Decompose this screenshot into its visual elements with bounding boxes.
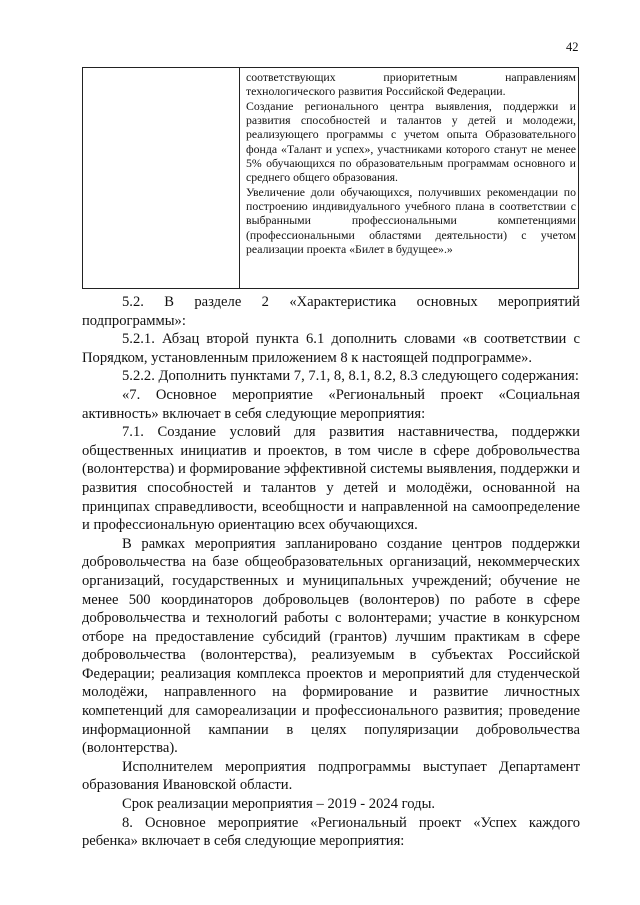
table-cell-paragraph: соответствующих приоритетным направлениям технологического развития Российской Федерации. <box>246 70 576 99</box>
body-paragraph: В рамках мероприятия запланировано создание центров поддержки добровольчества на базе общеобразовательных организаций, некоммерческих организаций, государственных и муниципальных учреждений; обучение не менее 500 координаторов добровольцев (волонтеров) по работе в сфере добровольчества и технологий работы с волонтерами; участие в конкурсном отборе на предоставление субсидий (грантов) лучшим практикам в сфере добровольчества (волонтерства), реализуемым в субъектах Российской Федерации; реализация комплекса проектов и мероприятий для студенческой молодёжи, направленного на формирование и развитие личностных компетенций для самореализации и профессионального развития; проведение информационной кампании в целях популяризации добровольчества (волонтерства). <box>82 535 580 757</box>
body-paragraph: Исполнителем мероприятия подпрограммы выступает Департамент образования Ивановской области. <box>82 758 580 794</box>
body-paragraph: 5.2.1. Абзац второй пункта 6.1 дополнить словами «в соответствии с Порядком, установленным приложением 8 к настоящей подпрограмме». <box>82 331 580 366</box>
table-cell-paragraph: Увеличение доли обучающихся, получивших рекомендации по построению индивидуального учебного плана в соответствии с выбранными профессиональными компетенциями (профессиональными областями деятельности) с учетом реализации проекта «Билет в будущее».» <box>246 184 576 257</box>
body-paragraph: 8. Основное мероприятие «Региональный проект «Успех каждого ребенка» включает в себя следующие мероприятия: <box>82 814 580 850</box>
body-paragraph: Срок реализации мероприятия – 2019 - 2024 годы. <box>122 796 436 813</box>
document-body <box>82 293 580 851</box>
body-paragraph: «7. Основное мероприятие «Региональный проект «Социальная активность» включает в себя следующие мероприятия: <box>82 386 580 422</box>
table-cell-paragraph: Создание регионального центра выявления, поддержки и развития способностей и талантов у детей и молодежи, реализующего программы с учетом опыта Образовательного фонда «Талант и успех», участниками которого станут не менее 5% обучающихся по образовательным программам основного и среднего общего образования. <box>246 98 576 185</box>
table-cell-right <box>246 70 576 256</box>
body-paragraph: 7.1. Создание условий для развития наставничества, поддержки общественных инициатив и проектов, в том числе в сфере добровольчества (волонтерства) и формирование эффективной системы выявления, поддержки и развития способностей и талантов у детей и молодёжи, основанной на принципах справедливости, всеобщности и направленной на самоопределение и профессиональную ориентацию всех обучающихся. <box>82 424 580 534</box>
body-paragraph: 5.2. В разделе 2 «Характеристика основных мероприятий подпрограммы»: <box>82 294 580 329</box>
body-paragraph: 5.2.2. Дополнить пунктами 7, 7.1, 8, 8.1, 8.2, 8.3 следующего содержания: <box>122 368 579 385</box>
page-number: 42 <box>566 40 579 54</box>
table-column-divider <box>239 68 240 288</box>
table-fragment <box>82 67 579 289</box>
